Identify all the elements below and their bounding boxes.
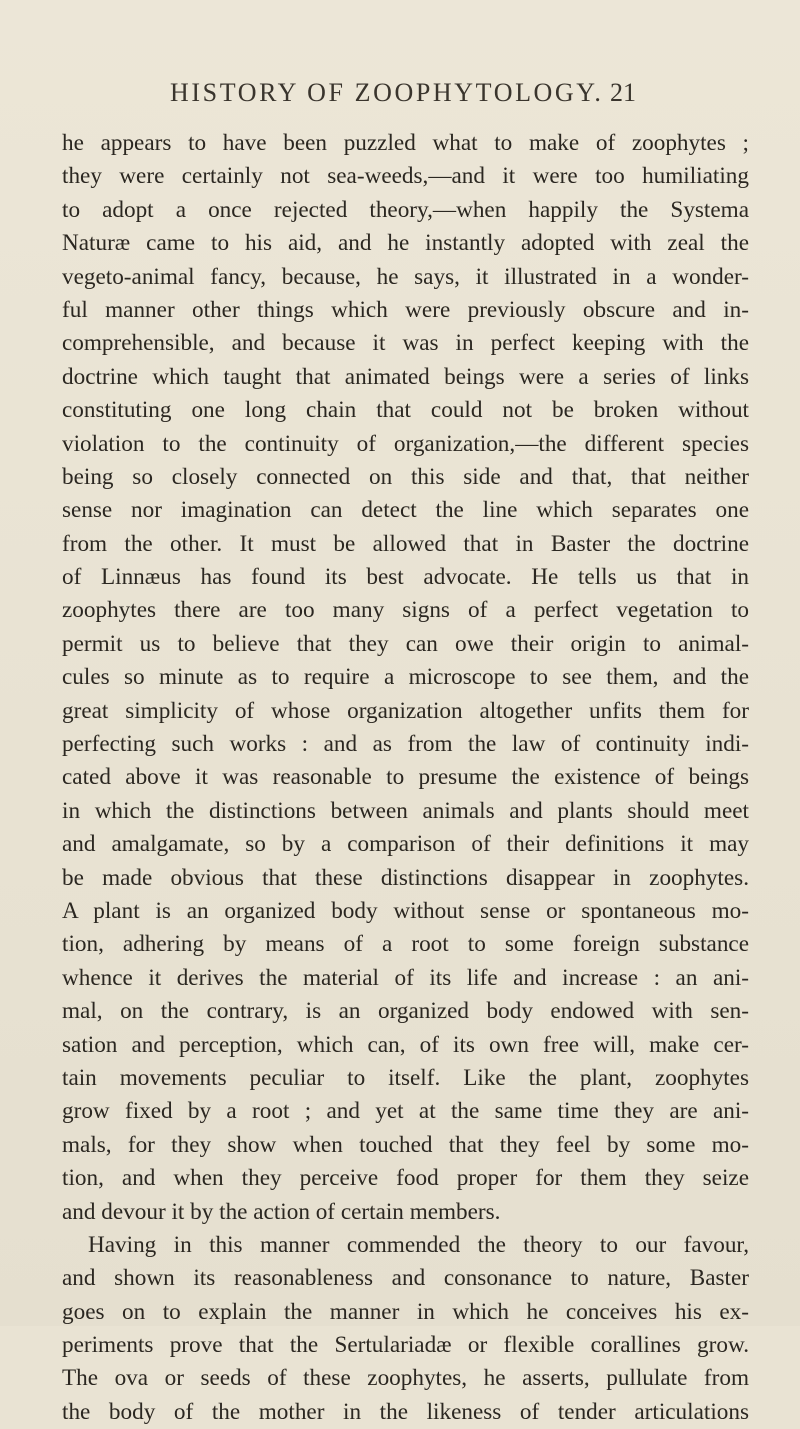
text-line: vegeto-animal fancy, because, he says, it illustrated in a wonder- <box>62 263 749 290</box>
page-number: 21 <box>610 78 636 107</box>
text-line: mal, on the contrary, is an organized body endowed with sen- <box>62 998 749 1025</box>
text-line: from the other. It must be allowed that in Baster the doctrine <box>62 530 749 557</box>
text-line: zoophytes there are too many signs of a perfect vegetation to <box>62 597 749 624</box>
text-line: goes on to explain the manner in which he conceives his ex- <box>62 1298 749 1325</box>
text-line: grow fixed by a root ; and yet at the same time they are ani- <box>62 1098 749 1125</box>
text-line: sation and perception, which can, of its own free will, make cer- <box>62 1031 749 1058</box>
text-line: ful manner other things which were previously obscure and in- <box>62 296 749 323</box>
running-title: HISTORY OF ZOOPHYTOLOGY. <box>170 78 604 107</box>
text-line: whence it derives the material of its life and increase : an ani- <box>62 964 749 991</box>
text-line: great simplicity of whose organization altogether unfits them for <box>62 697 749 724</box>
text-line: the body of the mother in the likeness of tender articulations <box>62 1398 749 1425</box>
text-line: he appears to have been puzzled what to make of zoophytes ; <box>62 130 749 156</box>
text-line: they were certainly not sea-weeds,—and it were too humiliating <box>62 163 749 190</box>
text-line: be made obvious that these distinctions disappear in zoophytes. <box>62 864 749 891</box>
text-line: being so closely connected on this side and that, that neither <box>62 463 749 490</box>
text-line: perfecting such works : and as from the law of continuity indi- <box>62 731 749 758</box>
text-line: and shown its reasonableness and consonance to nature, Baster <box>62 1265 749 1292</box>
text-line: in which the distinctions between animals and plants should meet <box>62 797 749 824</box>
text-line: Naturæ came to his aid, and he instantly adopted with zeal the <box>62 230 749 257</box>
text-line: mals, for they show when touched that they feel by some mo- <box>62 1131 749 1158</box>
body-text <box>62 127 749 1429</box>
text-line: A plant is an organized body without sense or spontaneous mo- <box>62 897 749 924</box>
text-line: tion, and when they perceive food proper for them they seize <box>62 1165 749 1192</box>
paragraph-end-line: and devour it by the action of certain members. <box>62 1198 501 1225</box>
text-line: permit us to believe that they can owe their origin to animal- <box>62 630 749 657</box>
text-line: doctrine which taught that animated beings were a series of links <box>62 363 749 390</box>
text-line: periments prove that the Sertulariadæ or flexible corallines grow. <box>62 1332 749 1359</box>
text-line: The ova or seeds of these zoophytes, he asserts, pullulate from <box>62 1365 749 1392</box>
running-head <box>0 78 800 118</box>
text-line: sense nor imagination can detect the line which separates one <box>62 497 749 524</box>
text-line: tain movements peculiar to itself. Like the plant, zoophytes <box>62 1064 749 1091</box>
text-line: constituting one long chain that could not be broken without <box>62 397 749 424</box>
text-line: tion, adhering by means of a root to some foreign substance <box>62 931 749 958</box>
text-line: to adopt a once rejected theory,—when happily the Systema <box>62 196 749 223</box>
text-line: cated above it was reasonable to presume the existence of beings <box>62 764 749 791</box>
text-line: of Linnæus has found its best advocate. He tells us that in <box>62 564 749 591</box>
text-line: comprehensible, and because it was in perfect keeping with the <box>62 330 749 357</box>
text-line: violation to the continuity of organization,—the different species <box>62 430 749 457</box>
text-line: and amalgamate, so by a comparison of their definitions it may <box>62 831 749 858</box>
paragraph-start-line: Having in this manner commended the theory to our favour, <box>88 1231 749 1258</box>
text-line: cules so minute as to require a microscope to see them, and the <box>62 664 749 691</box>
